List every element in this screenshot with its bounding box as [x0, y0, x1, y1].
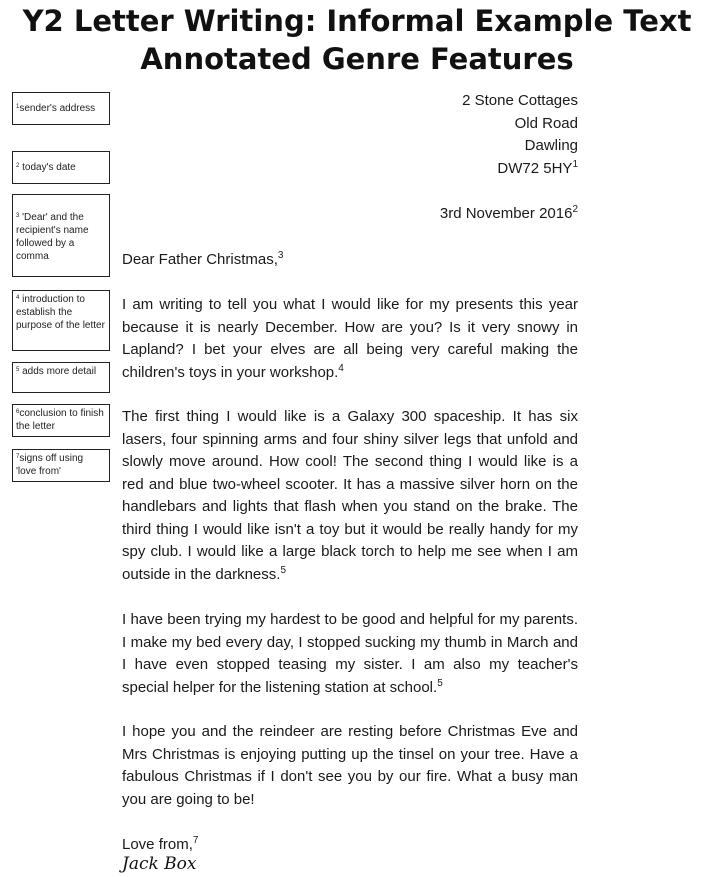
title-line-2: Annotated Genre Features [140, 42, 574, 76]
paragraph-good-behaviour: I have been trying my hardest to be good and helpful for my parents. I make my bed every day, I stopped sucking my thumb in March and I have even stopped teasing my sister. I am also my teacher's special helper for the listening station at school.$^5$ [122, 611, 578, 696]
annotation-marker: 4 [338, 362, 344, 374]
annotation-marker: 1 [572, 158, 578, 170]
annotation-conclusion: $^6$conclusion to finish the letter [12, 404, 110, 437]
annotation-marker: 7 [192, 835, 199, 846]
annotation-marker: 5 [437, 677, 443, 689]
annotation-marker: 5 [280, 564, 286, 576]
annotation-signs-off: $^7$signs off using 'love from' [12, 449, 110, 482]
signature: Jack Box [122, 854, 197, 874]
greeting: Dear Father Christmas,$^3$ [122, 250, 284, 268]
address-line: 2 Stone Cottages [462, 92, 578, 109]
annotation-todays-date: $^2$ today's date [12, 151, 110, 184]
paragraph-conclusion: I hope you and the reindeer are resting before Christmas Eve and Mrs Christmas is enjoying putting up the tinsel on your tree. Have a fabulous Christmas if I don't see you by our fire. What a busy man you are going to be! [122, 723, 578, 808]
paragraph-presents: The first thing I would like is a Galaxy 300 spaceship. It has six lasers, four spinning arms and four shiny silver legs that unfold and slowly move around. How cool! The second thing I would like is a red and blue two-wheel scooter. It has a massive silver horn on the handlebars and lights that flash when you stand on the brake. The third thing I would like isn't a toy but it would be really handy for my spy club. I would like a large black torch to help me see when I am outside in the darkness.$^5$ [122, 408, 578, 583]
letter-date: 3rd November 2016$^2$ [439, 204, 578, 222]
annotation-adds-detail: $^5$ adds more detail [12, 362, 110, 393]
title-line-1: Y2 Letter Writing: Informal Example Text [22, 4, 692, 38]
sign-off: Love from,$^7$ [122, 835, 199, 853]
annotation-introduction: $^4$ introduction to establish the purpose of the letter [12, 290, 110, 351]
annotation-marker: 3 [277, 250, 284, 261]
annotation-dear-recipient: $^3$ 'Dear' and the recipient's name followed by a comma [12, 194, 110, 277]
annotation-senders-address: $^1$sender's address [12, 92, 110, 125]
address-line: DW72 $5HY^1$ [497, 158, 578, 177]
sender-address [462, 90, 578, 180]
paragraph-introduction: I am writing to tell you what I would like for my presents this year because it is nearly December. How are you? Is it very snowy in Lapland? I bet your elves are all being very careful making the children's toys in your workshop.$^4$ [122, 296, 578, 381]
page-title [0, 2, 714, 78]
address-line: Dawling [524, 137, 578, 154]
annotation-marker: 2 [572, 204, 578, 215]
address-line: Old Road [514, 114, 578, 132]
